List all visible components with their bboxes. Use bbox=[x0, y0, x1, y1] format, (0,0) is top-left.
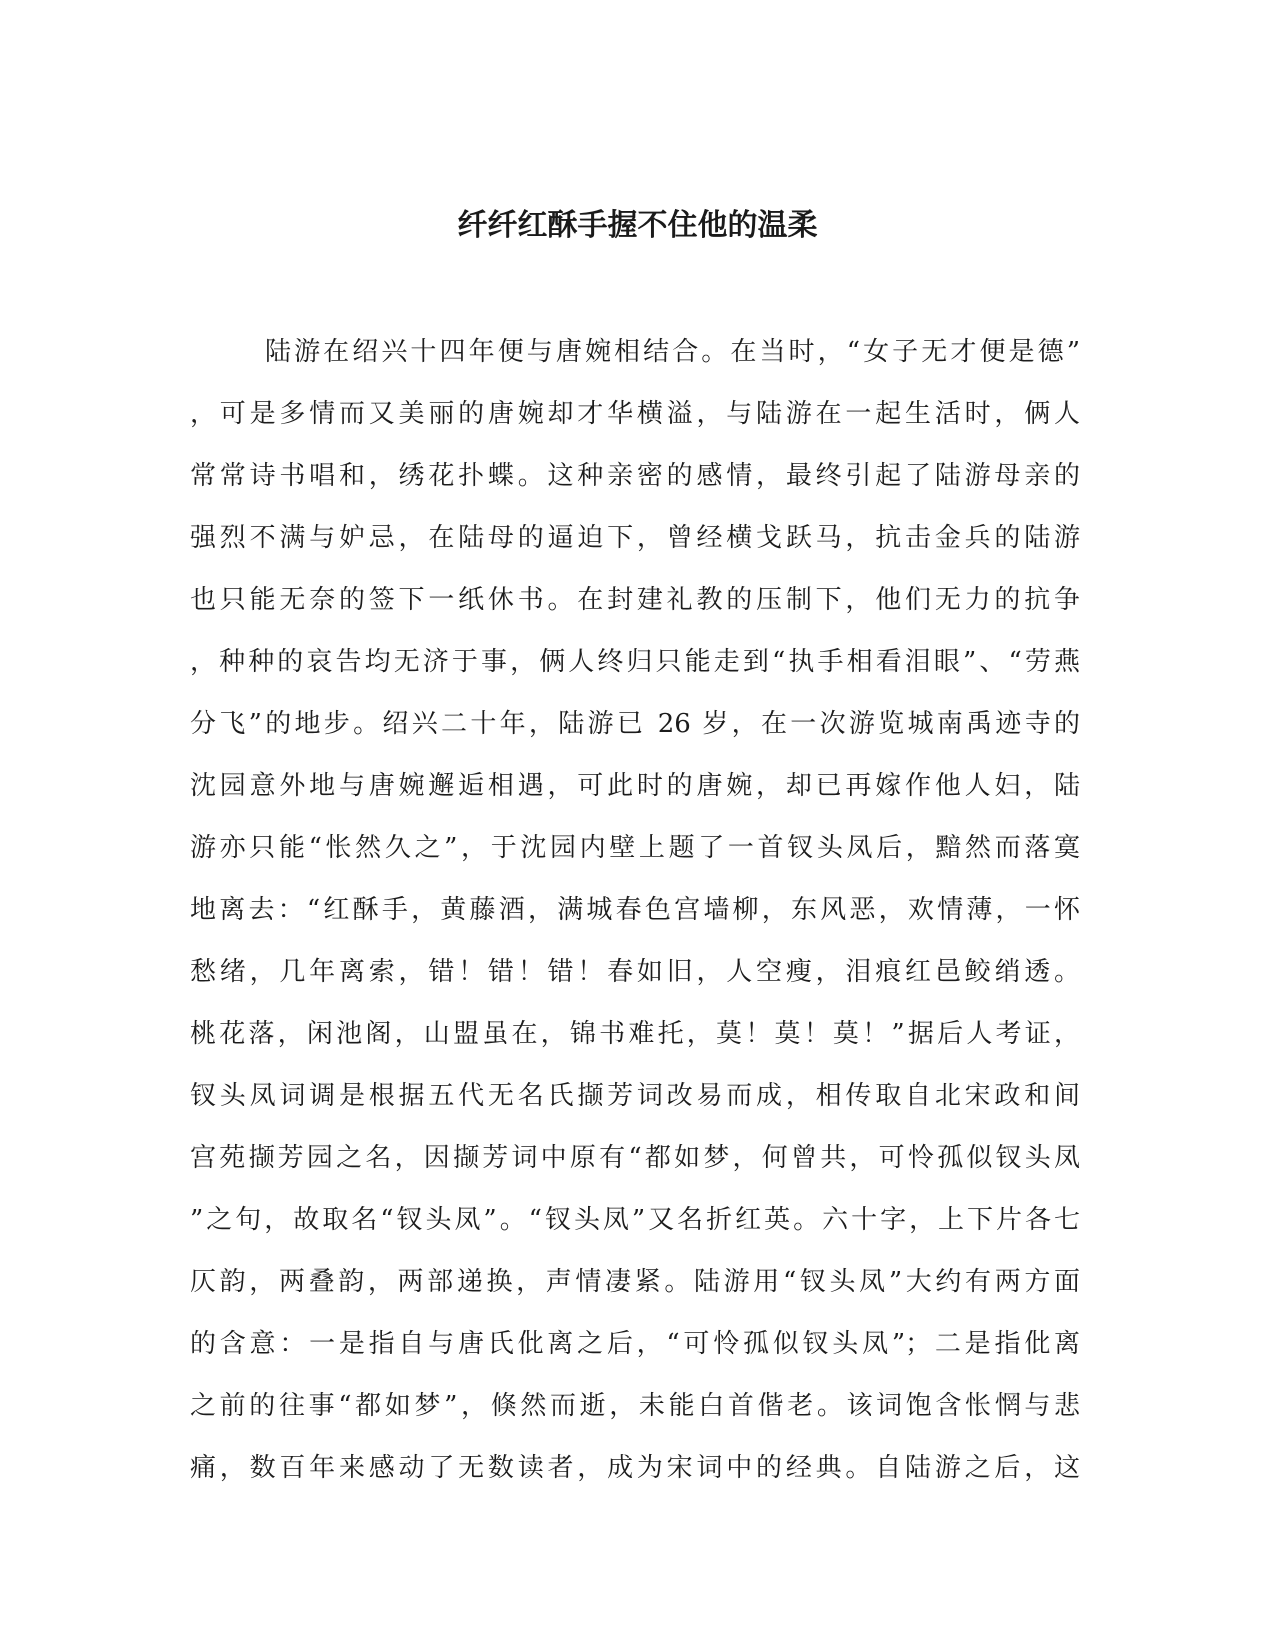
body-line: 的含意：一是指自与唐氏仳离之后，“可怜孤似钗头凤”；二是指仳离 bbox=[190, 1329, 1080, 1359]
body-line: 桃花落，闲池阁，山盟虽在，锦书难托，莫！莫！莫！”据后人考证， bbox=[190, 1019, 1080, 1049]
body-line: 宫苑撷芳园之名，因撷芳词中原有“都如梦，何曾共，可怜孤似钗头凤 bbox=[190, 1143, 1080, 1173]
body-line: ，种种的哀告均无济于事，俩人终归只能走到“执手相看泪眼”、“劳燕 bbox=[190, 647, 1080, 677]
body-line: 常常诗书唱和，绣花扑蝶。这种亲密的感情，最终引起了陆游母亲的 bbox=[190, 461, 1080, 491]
body-line: 仄韵，两叠韵，两部递换，声情凄紧。陆游用“钗头凤”大约有两方面 bbox=[190, 1267, 1080, 1297]
body-text bbox=[190, 330, 1080, 1508]
body-line: 钗头凤词调是根据五代无名氏撷芳词改易而成，相传取自北宋政和间 bbox=[190, 1081, 1080, 1111]
body-line: 愁绪，几年离索，错！错！错！春如旧，人空瘦，泪痕红邑鲛绡透。 bbox=[190, 957, 1080, 987]
document-title: 纤纤红酥手握不住他的温柔 bbox=[457, 208, 818, 243]
body-line: ”之句，故取名“钗头凤”。“钗头凤”又名折红英。六十字，上下片各七 bbox=[190, 1205, 1080, 1235]
body-line: 地离去：“红酥手，黄藤酒，满城春色宫墙柳，东风恶，欢情薄，一怀 bbox=[190, 895, 1080, 925]
body-line: 之前的往事“都如梦”，倏然而逝，未能白首偕老。该词饱含怅惘与悲 bbox=[190, 1391, 1080, 1421]
body-line: 强烈不满与妒忌，在陆母的逼迫下，曾经横戈跃马，抗击金兵的陆游 bbox=[190, 523, 1080, 553]
body-line: 痛，数百年来感动了无数读者，成为宋词中的经典。自陆游之后，这 bbox=[190, 1453, 1080, 1483]
body-line: 沈园意外地与唐婉邂逅相遇，可此时的唐婉，却已再嫁作他人妇，陆 bbox=[190, 771, 1080, 801]
body-line: 也只能无奈的签下一纸休书。在封建礼教的压制下，他们无力的抗争 bbox=[190, 585, 1080, 615]
body-line: 陆游在绍兴十四年便与唐婉相结合。在当时，“女子无才便是德” bbox=[265, 337, 1080, 367]
body-line: 游亦只能“怅然久之”，于沈园内壁上题了一首钗头凤后，黯然而落寞 bbox=[190, 833, 1080, 863]
body-line: 分飞”的地步。绍兴二十年，陆游已 26 岁，在一次游览城南禹迹寺的 bbox=[190, 709, 1080, 739]
body-line: ，可是多情而又美丽的唐婉却才华横溢，与陆游在一起生活时，俩人 bbox=[190, 399, 1080, 429]
